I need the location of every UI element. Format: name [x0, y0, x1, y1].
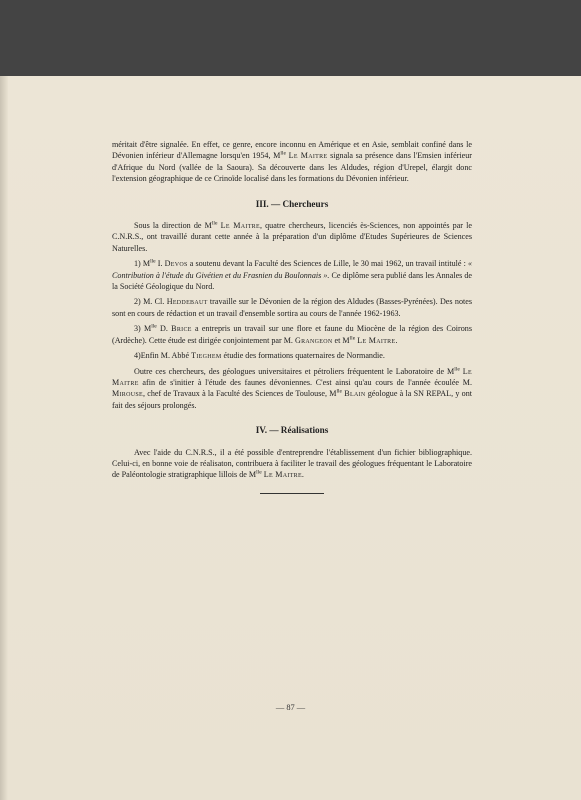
author-name: Le Maitre: [112, 366, 473, 387]
text-run: géologue à la SN REPAL, y ont fait des séjours prolongés.: [112, 389, 472, 410]
author-name: Tieghem: [191, 351, 222, 361]
text-run: D.: [156, 324, 172, 334]
text-run: I.: [155, 259, 165, 269]
text-run: , chef de Travaux à la Faculté des Sciences de Toulouse, M: [142, 389, 337, 399]
superscript: lle: [211, 220, 218, 227]
researcher-item-2: [112, 296, 472, 319]
closing-rule: [260, 493, 324, 494]
author-name: Mirouse: [112, 389, 143, 399]
text-run: travaille sur le Dévonien de la région des Aldudes (Basses-Pyrénées). Des notes sont en cours de rédaction et un travail d'ensemble sortira au cours de l'année 1962-1963.: [112, 297, 472, 318]
superscript: lle: [280, 150, 286, 157]
text-run: 4)Enfin M. Abbé: [134, 351, 192, 361]
researcher-item-4: [112, 350, 472, 361]
text-run: afin de s'initier à l'étude des faunes dévoniennes. C'est ainsi qu'au cours de l'année écoulée M.: [138, 377, 472, 387]
section-heading-realisations: IV. — Réalisations: [255, 425, 329, 436]
page-number: — 87 —: [275, 703, 306, 712]
page-body: [112, 139, 472, 494]
researchers-closing-paragraph: [112, 366, 472, 412]
superscript: lle: [256, 469, 262, 476]
superscript: lle: [336, 388, 343, 395]
text-run: signala sa présence dans l'Emsien inférieur d'Afrique du Nord (vallée de la Saoura). Sa découverte dans les Aldudes, région d'Urepel, élargit donc l'extension géographique de ce Crinoïde localisé dans les formations du Dévonien inférieur.: [112, 151, 472, 184]
text-run: Sous la direction de M: [134, 221, 212, 231]
text-run: méritait d'être signalée. En effet, ce genre, encore inconnu en Amérique et en Asie, semblait confiné dans le Dévonien inférieur d'Allemagne lorsqu'en 1954, M: [112, 140, 472, 161]
superscript: lle: [151, 323, 157, 330]
researchers-intro-paragraph: [112, 220, 472, 254]
scanner-background: [0, 0, 581, 80]
superscript: lle: [349, 335, 356, 341]
text-run: Avec l'aide du C.N.R.S., il a été possible d'entreprendre l'établissement d'un fichier bibliographique. Celui-ci, en bonne voie de réalisaton, contribuera à faciliter le travail des géologues fréquentant le Laboratoire de Paléontologie stratigraphique lillois de M: [112, 447, 472, 480]
author-name: Heddebaut: [166, 297, 208, 307]
text-run: .: [395, 335, 398, 345]
text-run: Outre ces chercheurs, des géologues universitaires et pétroliers fréquentent le Laboratoire de M: [134, 366, 455, 376]
text-run: 3) M: [134, 324, 152, 334]
text-run: , quatre chercheurs, licenciés ès-Sciences, non appointés par le C.N.R.S., ont travaillé durant cette année à la préparation d'un diplôme d'Etudes Supérieures de Sciences Naturelles.: [112, 221, 472, 253]
text-run: .: [301, 470, 304, 480]
text-run: a entrepris un travail sur une flore et faune du Miocène de la région des Coirons (Ardèche). Cette étude est dirigée conjointement par M.: [112, 324, 472, 345]
text-run: Ce diplôme sera publié dans les Annales de la Société Géologique du Nord.: [112, 270, 472, 292]
realisations-paragraph: [112, 447, 472, 481]
superscript: lle: [150, 258, 156, 265]
author-name: Grangeon: [294, 335, 333, 345]
thesis-title: « Contribution à l'étude du Givétien et du Frasnien du Boulonnais ».: [112, 259, 473, 280]
superscript: lle: [454, 365, 460, 372]
author-name: Brice: [171, 324, 192, 334]
author-name: Le Maitre: [288, 151, 328, 161]
text-run: et M: [332, 335, 350, 345]
intro-paragraph: [112, 139, 472, 185]
text-run: étudie des formations quaternaires de Normandie.: [221, 351, 385, 361]
author-name: Le Maitre: [263, 470, 302, 480]
text-run: 1) M: [134, 259, 151, 269]
researcher-item-3: [112, 323, 472, 346]
researcher-item-1: [112, 258, 472, 292]
author-name: Le Maitre: [220, 221, 260, 231]
section-heading-chercheurs: III. — Chercheurs: [255, 198, 329, 209]
text-run: 2) M. Cl.: [134, 297, 167, 307]
author-name: Blain: [344, 389, 366, 399]
text-run: a soutenu devant la Faculté des Sciences de Lille, le 30 mai 1962, un travail intitulé :: [187, 259, 468, 269]
author-name: Devos: [164, 259, 188, 269]
author-name: Le Maitre: [357, 335, 396, 345]
page-binding-shadow: [0, 76, 8, 800]
